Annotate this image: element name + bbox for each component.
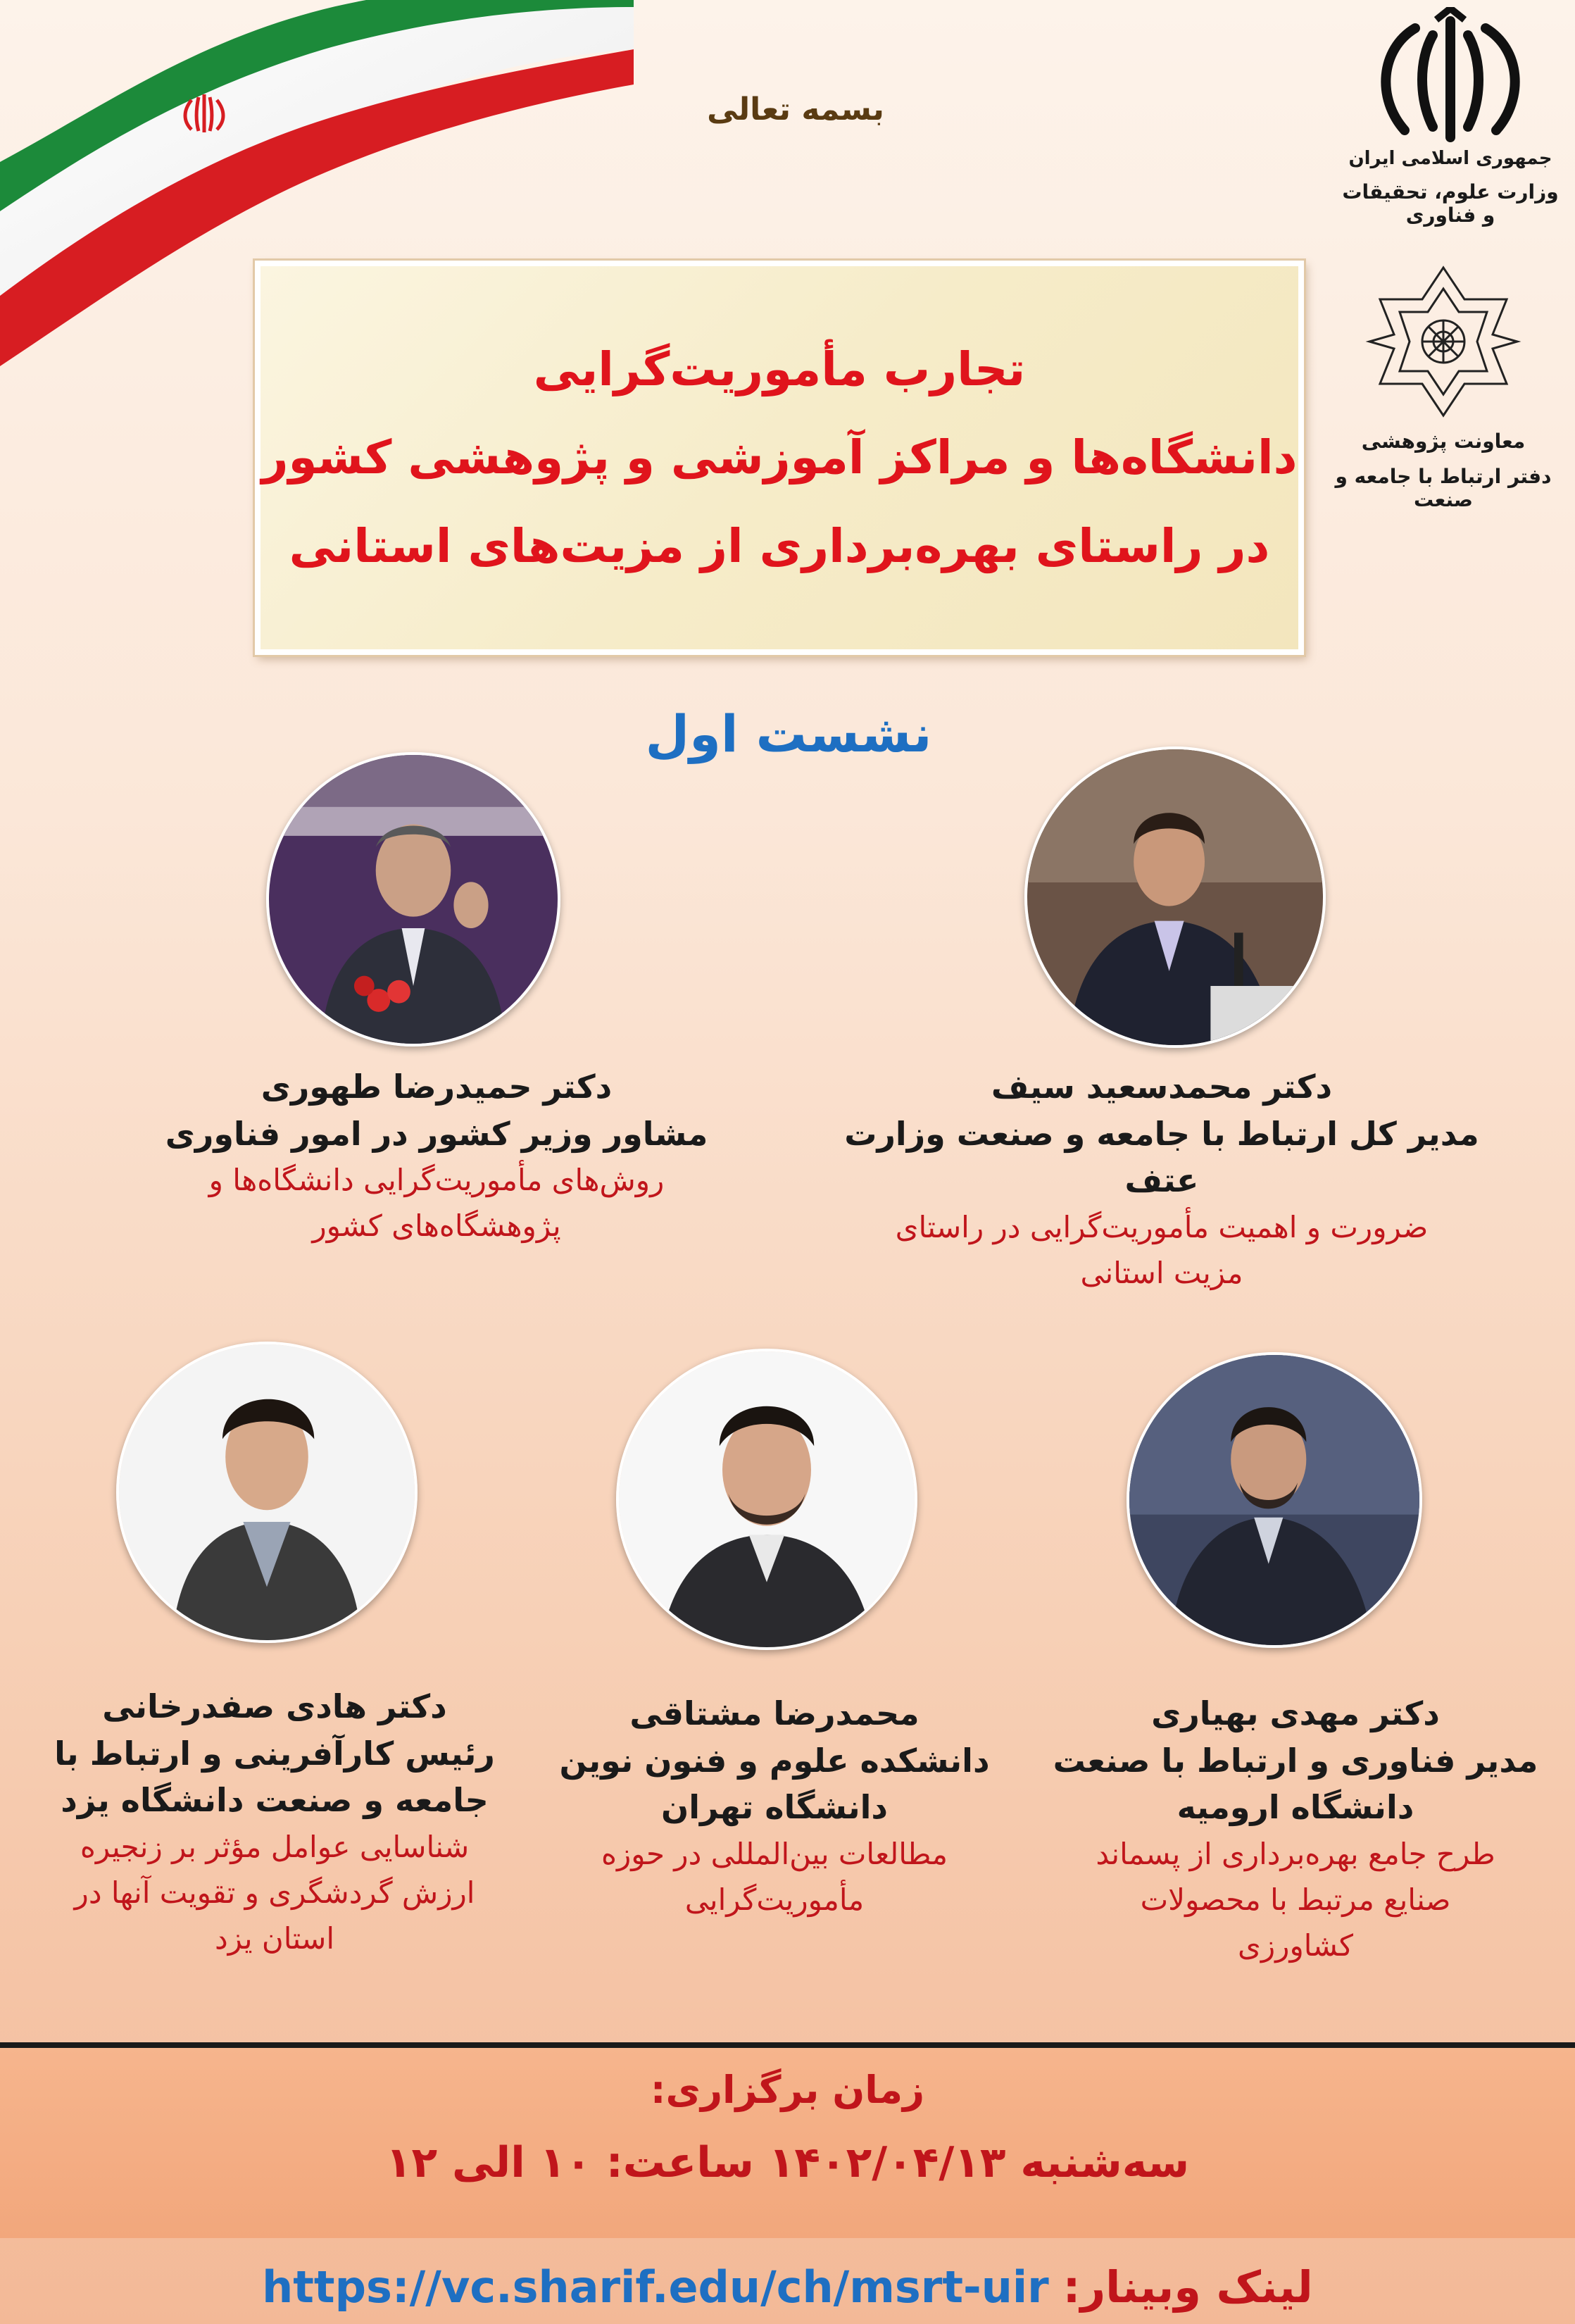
speaker-card-seif xyxy=(824,1063,1500,1296)
schedule-time: سه‌شنبه ۱۴۰۲/۰۴/۱۳ ساعت: ۱۰ الی ۱۲ xyxy=(385,2138,1190,2187)
speaker-topic: مأموریت‌گرایی xyxy=(684,1882,865,1918)
speaker-photo-moshtaghi xyxy=(616,1349,917,1650)
webinar-link-row xyxy=(0,2250,1575,2324)
speaker-role: مدیر کل ارتباط با جامعه و صنعت وزارت عتف xyxy=(844,1114,1479,1200)
speaker-topic: شناسایی عوامل مؤثر بر زنجیره xyxy=(80,1830,470,1865)
speaker-topic: مطالعات بین‌المللی در حوزه xyxy=(601,1837,948,1872)
ministry-logo-line1: جمهوری اسلامی ایران xyxy=(1348,148,1552,169)
speaker-card-tahouri xyxy=(134,1063,739,1249)
schedule-label: زمان برگزاری: xyxy=(650,2068,925,2112)
session-title: نشست اول xyxy=(645,704,932,763)
title-line-1: تجارب مأموریت‌گرایی xyxy=(533,342,1026,396)
speaker-photo-behyari xyxy=(1127,1352,1422,1648)
speaker-role: دانشگاه تهران xyxy=(661,1788,888,1827)
speaker-topic: ضرورت و اهمیت مأموریت‌گرایی در راستای xyxy=(895,1210,1429,1245)
speaker-topic: روش‌های مأموریت‌گرایی دانشگاه‌ها و xyxy=(208,1163,665,1198)
speaker-photo-tahouri xyxy=(266,752,560,1047)
speaker-topic: استان یزد xyxy=(214,1921,335,1956)
webinar-label: لینک وبینار: xyxy=(1062,2261,1313,2313)
speaker-card-safdarkhani xyxy=(14,1683,535,1961)
title-line-3: در راستای بهره‌برداری از مزیت‌های استانی xyxy=(289,518,1270,573)
speaker-name: دکتر حمیدرضا طهوری xyxy=(261,1068,613,1106)
speaker-name: دکتر هادی صفدرخانی xyxy=(102,1687,447,1725)
speaker-card-behyari xyxy=(1035,1690,1556,1968)
speaker-topic: پژوهشگاه‌های کشور xyxy=(312,1208,561,1244)
event-title-box xyxy=(255,261,1304,655)
speaker-role: جامعه و صنعت دانشگاه یزد xyxy=(61,1781,489,1820)
ministry-logo-line2: وزارت علوم، تحقیقات و فناوری xyxy=(1342,180,1559,227)
speaker-name: دکتر مهدی بهیاری xyxy=(1151,1694,1440,1732)
webinar-url-link[interactable]: https://vc.sharif.edu/ch/msrt-uir xyxy=(262,2261,1049,2313)
speaker-photo-safdarkhani xyxy=(116,1342,418,1643)
speaker-card-moshtaghi xyxy=(542,1690,1007,1923)
speaker-role: مدیر فناوری و ارتباط با صنعت xyxy=(1053,1741,1538,1780)
title-line-2: دانشگاه‌ها و مراکز آموزشی و پژوهشی کشور xyxy=(261,430,1298,485)
speaker-topic: طرح جامع بهره‌برداری از پسماند xyxy=(1096,1837,1495,1872)
speaker-role: مشاور وزیر کشور در امور فناوری xyxy=(165,1114,708,1153)
speaker-role: دانشکده علوم و فنون نوین xyxy=(559,1741,990,1780)
speaker-photo-seif xyxy=(1024,746,1326,1048)
speaker-name: دکتر محمدسعید سیف xyxy=(991,1068,1333,1106)
office-ornament-logo xyxy=(1338,261,1549,423)
speaker-role: رئیس کارآفرینی و ارتباط با xyxy=(54,1734,495,1773)
office-logo-line2: دفتر ارتباط با جامعه و صنعت xyxy=(1335,465,1552,511)
speaker-topic: ارزش گردشگری و تقویت آنها در xyxy=(74,1875,475,1911)
speaker-topic: کشاورزی xyxy=(1238,1928,1353,1963)
bismillah-heading: بسمه تعالی xyxy=(707,92,884,127)
schedule-band xyxy=(0,2042,1575,2238)
office-logo-line1: معاونت پژوهشی xyxy=(1361,430,1526,453)
speaker-role: دانشگاه ارومیه xyxy=(1176,1788,1414,1827)
speaker-topic: مزیت استانی xyxy=(1080,1256,1243,1291)
speaker-name: محمدرضا مشتاقی xyxy=(629,1694,920,1732)
speaker-topic: صنایع مرتبط با محصولات xyxy=(1140,1882,1451,1918)
